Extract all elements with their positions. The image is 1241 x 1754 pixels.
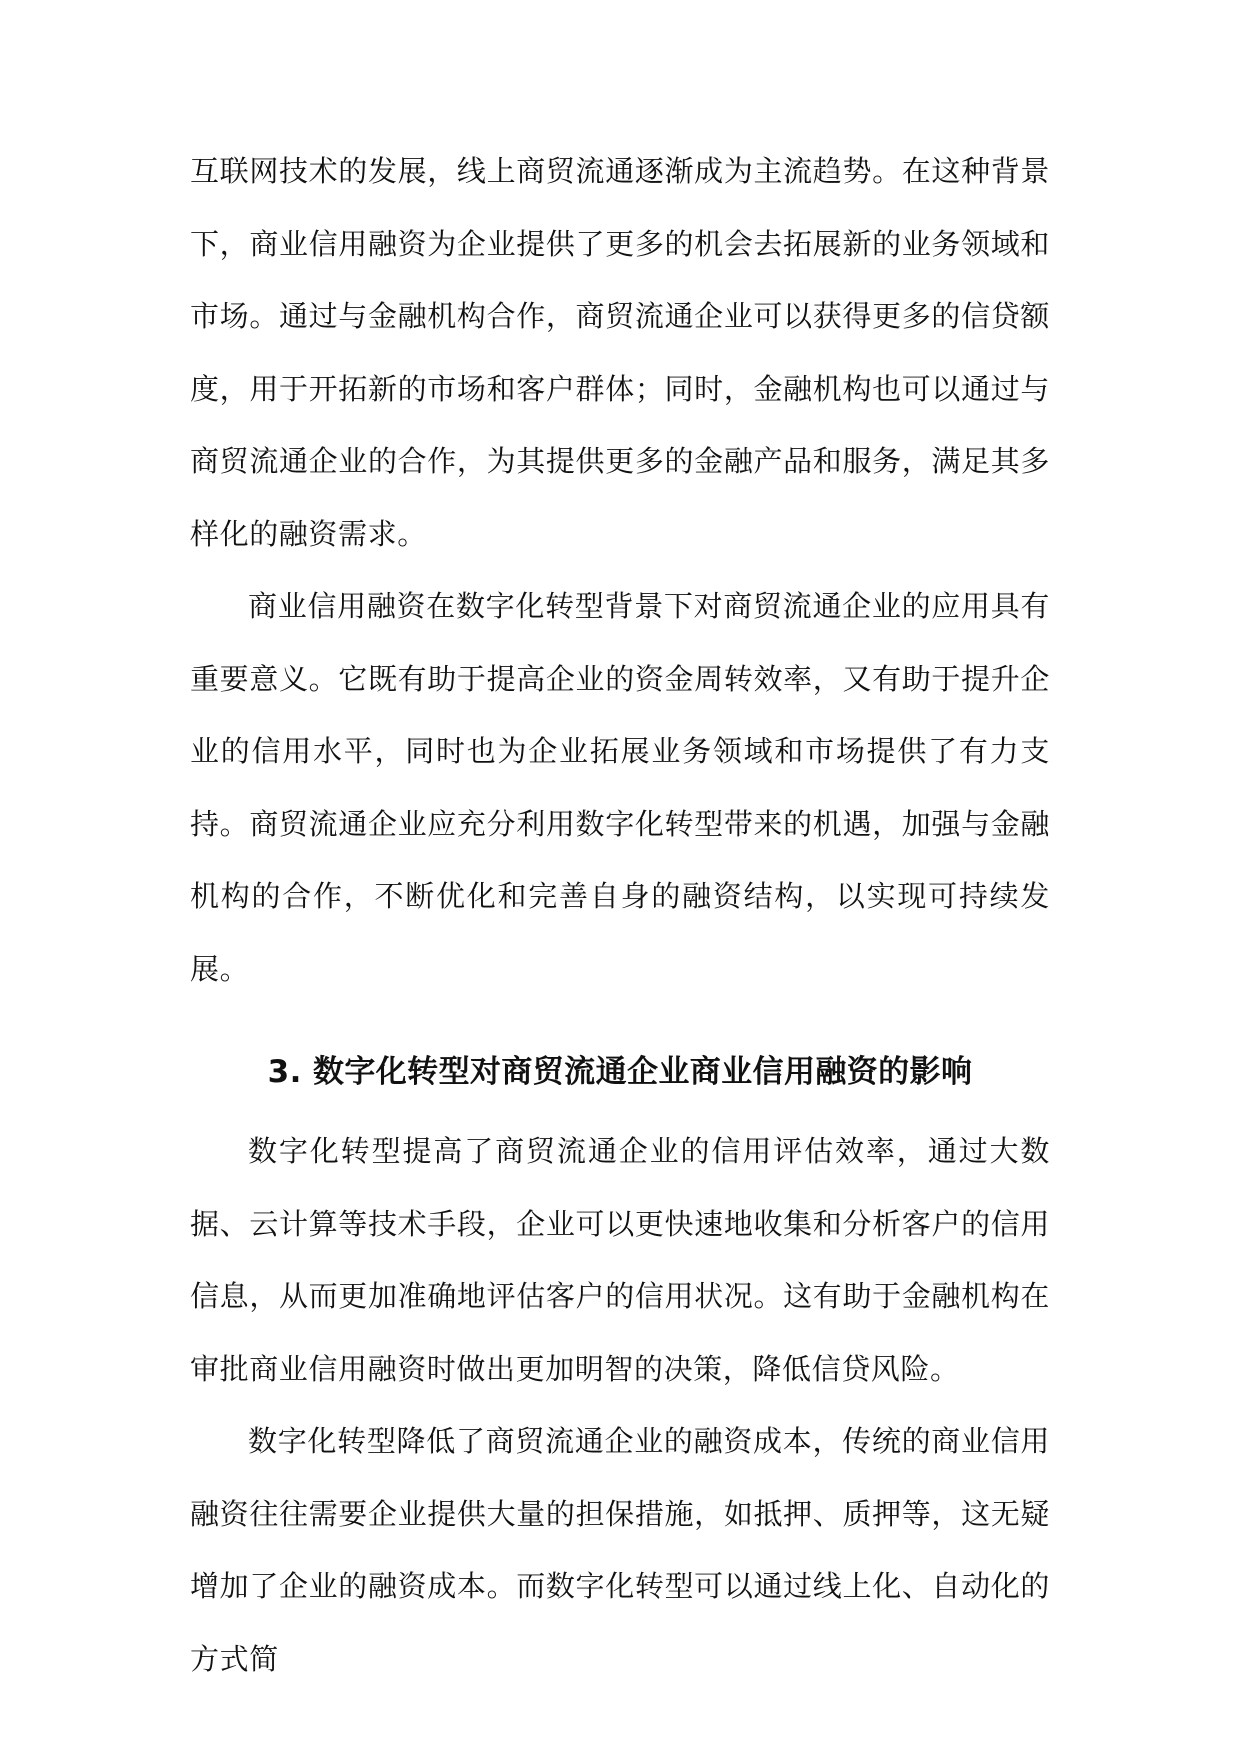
paragraph-continuation: 互联网技术的发展，线上商贸流通逐渐成为主流趋势。在这种背景下，商业信用融资为企业提供了更多的机会去拓展新的业务领域和市场。通过与金融机构合作，商贸流通企业可以获得更多的信贷额度，用于开拓新的市场和客户群体；同时，金融机构也可以通过与商贸流通企业的合作，为其提供更多的金融产品和服务，满足其多样化的融资需求。 (190, 154, 1050, 551)
spacer (190, 1097, 1050, 1115)
text-column (190, 135, 1050, 1695)
section-heading: 3. 数字化转型对商贸流通企业商业信用融资的影响 (267, 1054, 973, 1090)
spacer (190, 1005, 1050, 1047)
paragraph-credit-evaluation: 数字化转型提高了商贸流通企业的信用评估效率，通过大数据、云计算等技术手段，企业可以更快速地收集和分析客户的信用信息，从而更加准确地评估客户的信用状况。这有助于金融机构在审批商业信用融资时做出更加明智的决策，降低信贷风险。 (190, 1134, 1050, 1386)
paragraph-financing-cost: 数字化转型降低了商贸流通企业的融资成本，传统的商业信用融资往往需要企业提供大量的担保措施，如抵押、质押等，这无疑增加了企业的融资成本。而数字化转型可以通过线上化、自动化的方式简 (190, 1424, 1050, 1676)
paragraph-significance: 商业信用融资在数字化转型背景下对商贸流通企业的应用具有重要意义。它既有助于提高企业的资金周转效率，又有助于提升企业的信用水平，同时也为企业拓展业务领域和市场提供了有力支持。商贸流通企业应充分利用数字化转型带来的机遇，加强与金融机构的合作，不断优化和完善自身的融资结构，以实现可持续发展。 (190, 589, 1050, 986)
